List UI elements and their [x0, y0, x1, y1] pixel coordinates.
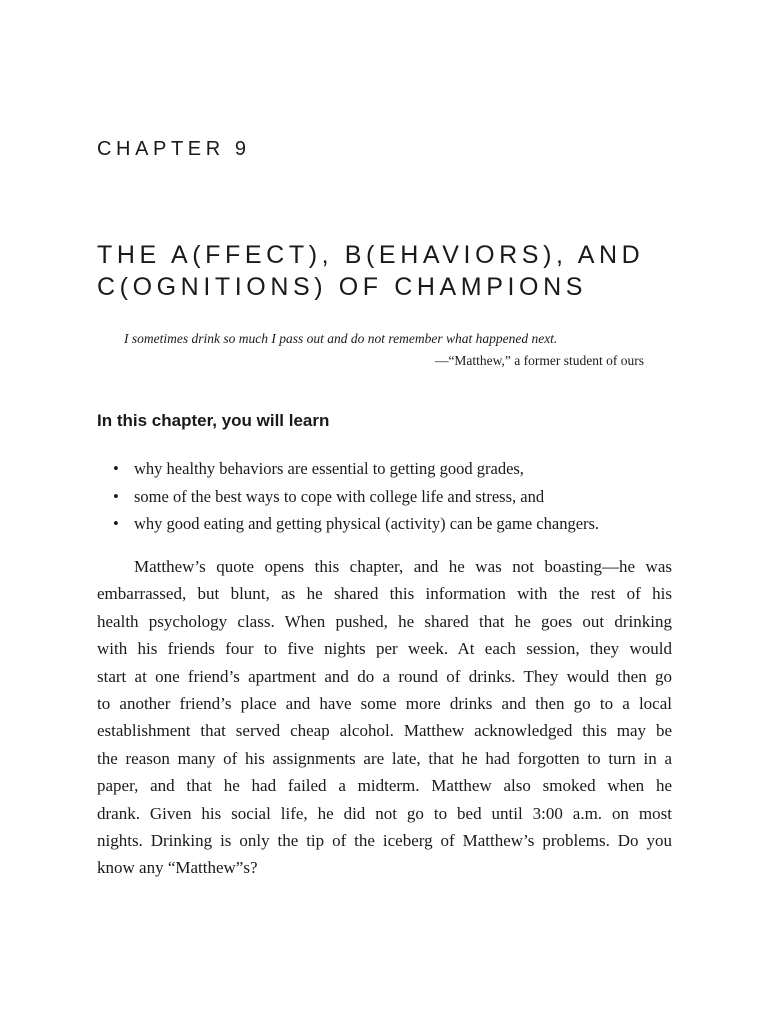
paragraph-line: drank. Given his social life, he did not go to bed until 3:00 a.m. on most [97, 803, 672, 823]
paragraph-line: nights. Drinking is only the tip of the iceberg of Matthew’s problems. Do you [97, 831, 672, 851]
paragraph-line: the reason many of his assignments are late, that he had forgotten to turn in a [97, 748, 672, 768]
list-item [113, 455, 599, 483]
paragraph-line: health psychology class. When pushed, he shared that he goes out drinking [97, 611, 672, 631]
paragraph-line: know any “Matthew”s? [97, 858, 258, 878]
paragraph-line: with his friends four to five nights per week. At each session, they would [97, 639, 672, 659]
list-item-text: some of the best ways to cope with college life and stress, and [134, 486, 545, 506]
list-item [113, 483, 599, 511]
paragraph-line: establishment that served cheap alcohol. Matthew acknowledged this may be [97, 721, 672, 741]
bullet-icon: • [113, 514, 119, 533]
paragraph-line: to another friend’s place and have some more drinks and then go to a local [97, 694, 672, 714]
paragraph-line: paper, and that he had failed a midterm. Matthew also smoked when he [97, 776, 672, 796]
epigraph-attribution: —“Matthew,” a former student of ours [434, 353, 644, 368]
paragraph-line: embarrassed, but blunt, as he shared this information with the rest of his [97, 584, 672, 604]
learn-list [113, 455, 599, 538]
paragraph-line: start at one friend’s apartment and do a round of drinks. They would then go [97, 666, 672, 686]
list-item-text: why good eating and getting physical (activity) can be game changers. [134, 514, 600, 533]
learn-heading: In this chapter, you will learn [97, 411, 330, 430]
epigraph-quote: I sometimes drink so much I pass out and do not remember what happened next. [124, 331, 558, 346]
bullet-icon: • [113, 459, 119, 478]
chapter-title-line: C(OGNITIONS) OF CHAMPIONS [97, 273, 587, 301]
chapter-label: CHAPTER 9 [97, 138, 251, 160]
chapter-title-line: THE A(FFECT), B(EHAVIORS), AND [97, 241, 645, 269]
list-item-text: why healthy behaviors are essential to getting good grades, [134, 459, 524, 478]
body-paragraph [97, 553, 672, 882]
list-item [113, 510, 599, 538]
paragraph-line: Matthew’s quote opens this chapter, and he was not boasting—he was [134, 557, 672, 576]
bullet-icon: • [113, 486, 119, 506]
chapter-title [97, 239, 644, 303]
